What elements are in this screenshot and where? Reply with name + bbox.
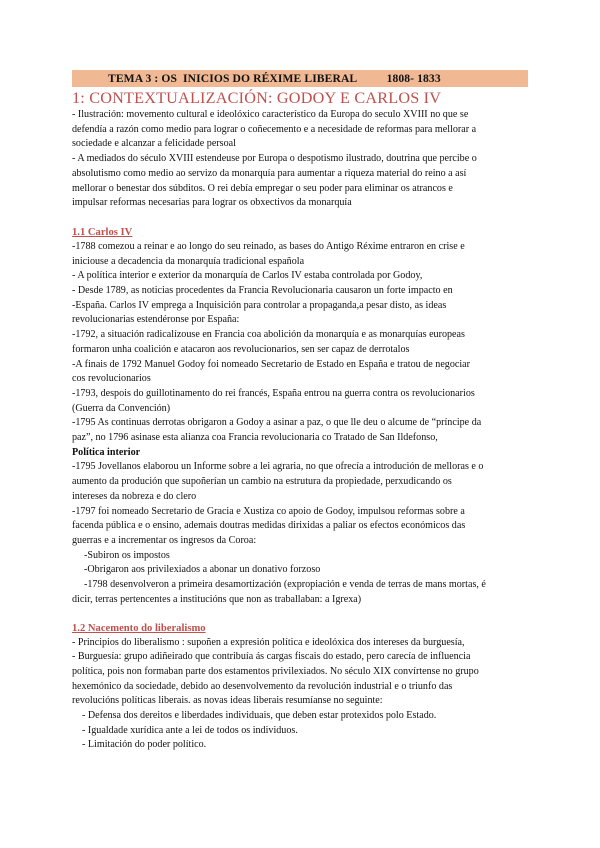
document-body: [72, 70, 528, 753]
text-line: intereses da nobreza e do clero: [72, 490, 197, 502]
liberalismo-section: [72, 636, 528, 754]
text-line: dicir, terras pertencentes a institucións que non as traballaban: a Igrexa): [72, 593, 362, 605]
text-line: revolucionarias estendéronse por España:: [72, 314, 240, 326]
text-line: -A finais de 1792 Manuel Godoy foi nomeado Secretario de Estado en España e tratou de negociar: [72, 358, 471, 370]
text-line: -1795 As continuas derrotas obrigaron a Godoy a asinar a paz, o que lle deu o alcume de “príncipe da: [72, 417, 482, 429]
section-title: 1: CONTEXTUALIZACIÓN: GODOY E CARLOS IV: [72, 89, 442, 107]
text-line: sociedade e alcanzar a felicidade persoal: [72, 138, 236, 150]
principle-item: - Igualdade xurídica ante a lei de todos os individuos.: [82, 724, 298, 736]
text-line: (Guerra da Convención): [72, 402, 171, 414]
topic-title-bar: TEMA 3 : OS INICIOS DO RÉXIME LIBERAL 1808- 1833: [72, 70, 528, 87]
text-line: iniciouse a decadencia da monarquía tradicional española: [72, 255, 305, 267]
text-line: política, pois non formaban parte dos estamentos privilexiados. No século XIX convírtense no grupo: [72, 665, 479, 677]
text-line: absolutismo como medio ao servizo da monarquía para aumentar a riqueza material do reino a así: [72, 167, 467, 179]
principle-item: - Limitación do poder político.: [82, 739, 207, 751]
text-line: formaron unha coalición e atacaron aos revolucionarios, sen ser capaz de derrotalos: [72, 343, 410, 355]
text-line: mellorar o benestar dos súbditos. O rei debía empregar o seu poder para eliminar os atrancos e: [72, 182, 453, 194]
text-line: - Principios do liberalismo : supoñen a expresión política e ideolóxica dos intereses da burguesía,: [72, 636, 465, 648]
text-line: revolucións políticas liberais. as novas ideas liberais resumíanse no seguinte:: [72, 695, 383, 707]
text-line: -1798 desenvolveron a primeira desamortización (expropiación e venda de terras de mans mortas, é: [84, 579, 486, 591]
text-line: -España. Carlos IV emprega a Inquisición para controlar a propaganda,a pesar disto, as ideas: [72, 299, 447, 311]
text-line: - Ilustración: movemento cultural e ideolóxico característico da Europa do seculo XVIII no que se: [72, 109, 469, 120]
text-line: guerras e a incrementar os ingresos da Coroa:: [72, 534, 257, 546]
text-line: aumento da produción que supoñerían un cambio na estrutura da propiedade, perxudicando os: [72, 476, 452, 488]
text-line: facenda pública e o ensino, ademais doutras medidas dirixidas a paliar os efectos económicos das: [72, 520, 466, 532]
text-line: - A mediados do século XVIII estendeuse por Europa o despotismo ilustrado, doutrina que percibe o: [72, 153, 477, 165]
carlos-iv-section: [72, 240, 528, 608]
politica-interior-heading: Política interior: [72, 446, 141, 458]
text-line: impulsar reformas necesarias para lograr os obxectivos da monarquía: [72, 197, 352, 209]
intro-paragraph: [72, 108, 528, 211]
text-line: hexemónico da sociedade, debido ao desenvolvemento da revolución industrial e o triunfo das: [72, 680, 453, 692]
subsection-heading-carlos-iv: 1.1 Carlos IV: [72, 226, 133, 238]
text-line: - A política interior e exterior da monarquía de Carlos IV estaba controlada por Godoy,: [72, 270, 423, 282]
text-line: -1795 Jovellanos elaborou un Informe sobre a lei agraria, no que ofrecía a introdución de melloras e o: [72, 461, 484, 473]
text-line: - Burguesía: grupo adiñeirado que contribuía ás cargas fiscais do estado, pero carecía de influencia: [72, 651, 471, 663]
subsection-heading-liberalismo: 1.2 Nacemento do liberalismo: [72, 622, 206, 634]
text-line: -1797 foi nomeado Secretario de Gracia e Xustiza co apoio de Godoy, impulsou reformas sobre a: [72, 505, 465, 517]
text-line: -1788 comezou a reinar e ao longo do seu reinado, as bases do Antigo Réxime entraron en crise e: [72, 240, 465, 252]
text-line: defendía a razón como medio para lograr o coñecemento e a necesidade de reformas para mellorar a: [72, 123, 477, 135]
principle-item: - Defensa dos dereitos e liberdades individuais, que deben estar protexidos polo Estado.: [82, 710, 437, 722]
measure-item: -Obrigaron aos privilexiados a abonar un donativo forzoso: [84, 564, 321, 576]
text-line: paz”, no 1796 asinase esta alianza coa Francia revolucionaria co Tratado de San Ildefonso,: [72, 432, 438, 444]
text-line: - Desde 1789, as noticias procedentes da Francia Revolucionaria causaron un forte impacto en: [72, 285, 453, 297]
text-line: cos revolucionarios: [72, 373, 151, 385]
text-line: -1792, a situación radicalízouse en Francia coa abolición da monarquía e as monarquías europeas: [72, 329, 465, 341]
measure-item: -Subiron os impostos: [84, 549, 170, 561]
text-line: -1793, despois do guillotinamento do rei francés, España entrou na guerra contra os revolucionarios: [72, 387, 475, 399]
